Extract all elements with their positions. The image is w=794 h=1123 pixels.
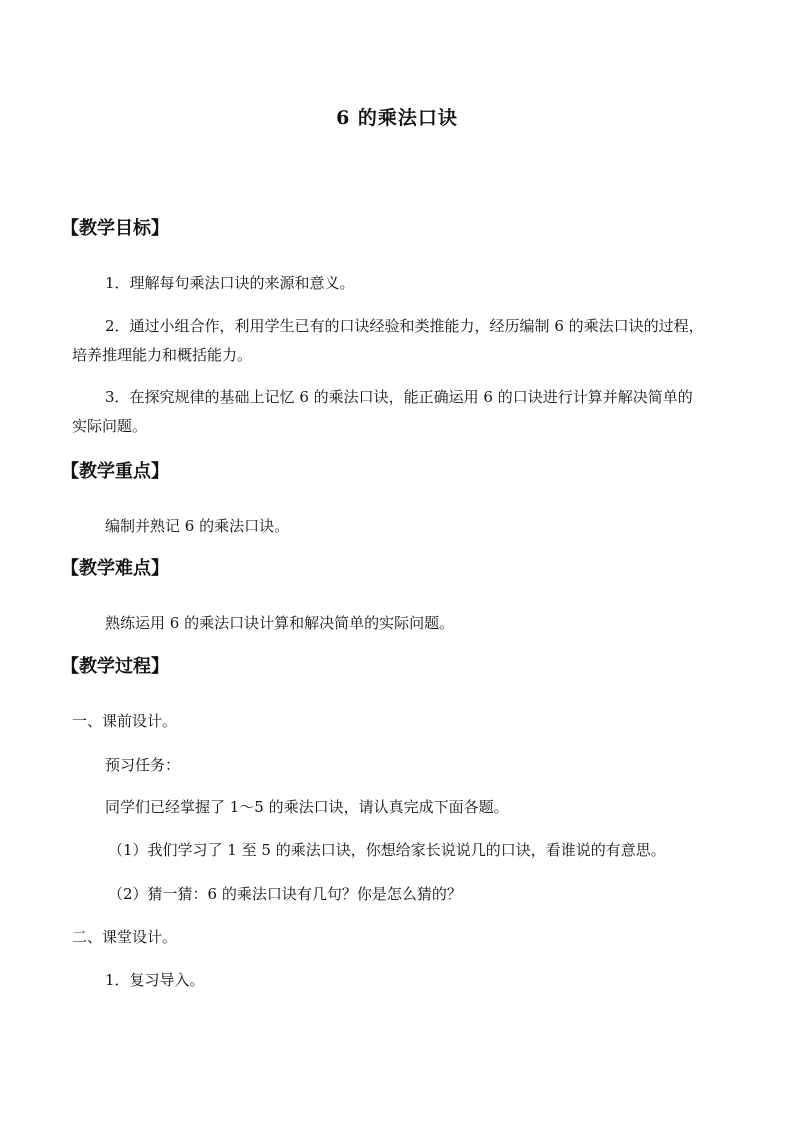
heading-key-points: 【教学重点】 <box>61 461 169 482</box>
process-part-2: 二、课堂设计。 <box>72 928 178 946</box>
preview-intro: 同学们已经掌握了 1～5 的乘法口诀，请认真完成下面各题。 <box>105 798 509 816</box>
heading-teaching-process: 【教学过程】 <box>61 656 169 677</box>
difficulties-text: 熟练运用 6 的乘法口诀计算和解决简单的实际问题。 <box>105 614 455 632</box>
preview-question-2: （2）猜一猜：6 的乘法口诀有几句？你是怎么猜的？ <box>108 885 462 903</box>
heading-teaching-goals: 【教学目标】 <box>61 218 169 239</box>
goal-item-3-continued: 实际问题。 <box>72 417 148 435</box>
goal-item-1: 1．理解每句乘法口诀的来源和意义。 <box>105 274 355 292</box>
goal-item-3: 3．在探究规律的基础上记忆 6 的乘法口诀，能正确运用 6 的口诀进行计算并解决简单的 <box>105 388 693 406</box>
preview-question-1: （1）我们学习了 1 至 5 的乘法口诀，你想给家长说说几的口诀，看谁说的有意思。 <box>108 841 666 859</box>
process-part-1: 一、课前设计。 <box>72 712 178 730</box>
preview-task-label: 预习任务： <box>105 756 181 774</box>
goal-item-2-continued: 培养推理能力和概括能力。 <box>72 346 253 364</box>
key-points-text: 编制并熟记 6 的乘法口诀。 <box>105 517 290 535</box>
heading-difficulties: 【教学难点】 <box>61 558 169 579</box>
goal-item-2: 2．通过小组合作，利用学生已有的口诀经验和类推能力，经历编制 6 的乘法口诀的过程， <box>105 317 704 335</box>
classroom-step-1: 1．复习导入。 <box>105 971 205 989</box>
page-title: 6 的乘法口诀 <box>336 107 458 129</box>
